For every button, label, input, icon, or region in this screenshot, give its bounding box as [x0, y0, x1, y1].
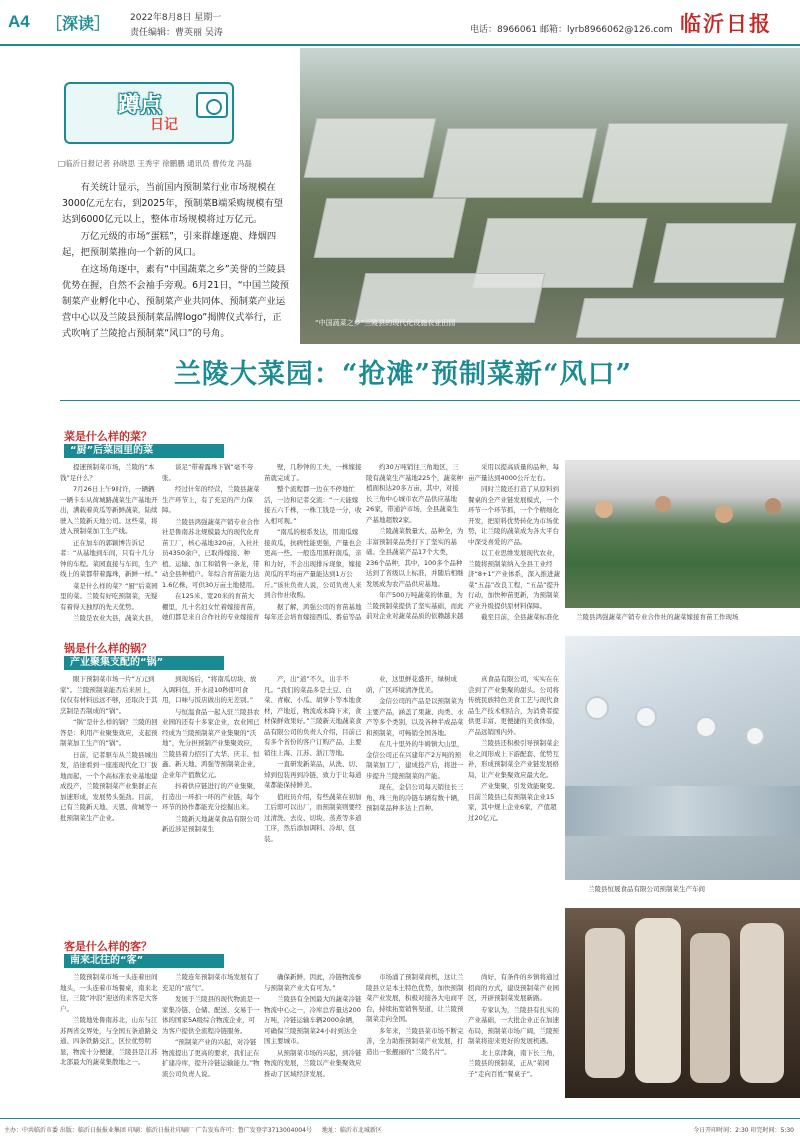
paragraph: 兰陵新天地蔬菜食品有限公司新近涉足预制菜生 [162, 814, 260, 833]
section-question: 锅是什么样的锅？ [64, 642, 152, 655]
headline: 兰陵大菜园：“抢滩”预制菜新“风口” [173, 359, 633, 390]
paragraph: 尚好，有条件的乡镇将通过招商的方式，建设预制菜产业园区，开辟预制菜发展新路。 [468, 973, 559, 1002]
text-column [366, 462, 464, 622]
paragraph: “锅”是什么样的锅？兰陵的回答是：利用产业聚集效应，支起预制菜加工生产的“锅”。 [60, 718, 158, 747]
paragraph: 金信公司的产品是以预制菜为主要产品，涵盖了果蔬、肉类、水产等多个类别，以及各种半成品菜和预制菜，可畅销全国各地。 [366, 697, 464, 737]
paragraph: 壁，几秒钟的工夫，一株嫁接苗就完成了。 [264, 463, 362, 482]
paragraph: 产业集聚，引发效能聚变。目前兰陵县已有预制菜企业15家，其中规上企业6家，产值超过20亿元。 [468, 782, 559, 822]
paragraph: 确保新鲜，因此，冷链物流参与预制菜产业大有可为。” [264, 973, 362, 992]
paragraph: 日前，记者驱车从兰陵县城出发，沿途看到一座座现代化工厂拔地而起，一个个高标准农业基地建成投产，兰陵预制菜产业集群正在加速形成，发展势头强劲。目前，已有兰陵新天地、天恩、荷城等一批预制菜生产企业。 [60, 750, 158, 822]
paragraph: 以工业思维发展现代农业，兰陵将预制菜纳入全县工业经济“8+1”产业体系，深入推进蔬菜“五品”改良工程，“五品”提升行动，加快种苗更新，为预制菜产业升级提供原材料保障。 [468, 549, 560, 610]
meat-processing-photo [565, 908, 800, 1098]
text-column [468, 674, 562, 932]
paragraph: 7月26日上午9时许，一辆辆一辆卡车从荷城路蔬菜生产基地开出，满载着黄瓜等新鲜蔬菜，陆续驶入兰陵新天地公司。这些菜，将进入预制菜加工生产线。 [60, 485, 158, 535]
section-subheading: “厨”后菜园里的菜 [64, 444, 224, 458]
text-column [162, 674, 260, 932]
paragraph: 值班员介绍，有些蔬菜在初加工后即可以出厂，而预制菜则要经过清洗、去皮、切块、蒸煮等多道工序，然后添加调料、冷却、包装。 [264, 792, 362, 843]
page-footer [0, 1118, 800, 1143]
paragraph: 正在加车的郭颖博告诉记者：“从基地到车间，只有十几分钟的车程。菜园直接与车间，生产线上的菜都带着露珠，新鲜一样。” [60, 538, 158, 578]
paragraph: 专家认为，兰陵县有扎实的产业基础，一大批企业正在加速布局，预制菜市场广阔，兰陵预制菜将迎来更好的发展机遇。 [468, 1005, 559, 1045]
contact-line: 电话：8966061 邮箱：lyrb8966062@126.com [470, 25, 673, 35]
top-photo-caption: “中国蔬菜之乡”兰陵县的现代化设施农业田园 [315, 319, 456, 327]
seedling-workers-photo [565, 460, 800, 608]
paragraph: 在几十里外的牛姆镇大山里，金信公司正在兴建年产2万吨的预制菜加工厂，建成投产后，将进一步提升兰陵预制菜的产能。 [366, 740, 464, 780]
production-workshop-photo [565, 636, 800, 880]
text-column [162, 972, 260, 1112]
paragraph: 菜是什么样的菜？“厨”后菜园里的菜。兰陵有好吃预制菜，无疑有着得天独厚的先天优势。 [60, 581, 158, 611]
divider [60, 400, 800, 401]
text-column [60, 972, 158, 1112]
camera-icon [196, 92, 228, 118]
text-column [264, 674, 362, 932]
paragraph: 约30万吨销往三角地区，三陵有蔬菜生产基地225个，蔬菜种植面积达20多万亩，其中，对接长三角中心城市农产品供应基地26家，带通沪市场，全县蔬菜生产基地超数2家。 [366, 463, 463, 524]
paragraph: 截至目前，全县蔬菜标准化 [481, 613, 559, 621]
greenhouse-aerial-photo [300, 48, 800, 344]
section-subheading: 产业聚集支配的“锅” [64, 656, 224, 670]
paragraph: 北上京津冀，南下长三角，兰陵县的预制菜，正从“菜园子”走向百姓“餐桌子”。 [468, 1048, 559, 1078]
paragraph: 真食品有限公司，实实在在尝到了产业集聚的甜头。公司将传统民族特色美食工艺与现代食品生产技术相结合，为消费者提供更丰富、更便捷的美食体验，产品远销国内外。 [468, 675, 559, 736]
section-question: 菜是什么样的菜？ [64, 430, 152, 443]
paragraph: 同时兰陵还打造了从原料到餐桌的全产业链发展模式，一个环节一个环节抓，一个个精细化开发，把原料优势转化为市场优势，让兰陵的蔬菜成为各大平台中深受喜爱的产品。 [468, 485, 559, 546]
photo-caption: 兰陵县恒晟食品有限公司预制菜生产车间 [588, 885, 705, 893]
paragraph: 多年来，兰陵县菜市场不断完善，全力助推预制菜产业发展，打造出一张靓丽的“兰陵名片”。 [366, 1026, 464, 1056]
paragraph: 从预制菜市场的兴起，到冷链物流的发展，兰陵以产业集聚效应推动了区域经济发展。 [264, 1048, 362, 1078]
photo-caption: 兰陵县恒晟食品有限公司预制菜生产车间 [580, 1103, 697, 1111]
section-name: ［深读］ [46, 14, 111, 33]
text-column [60, 674, 158, 932]
paragraph: 兰陵连年预制菜市场发展有了充足的“底气”。 [162, 973, 260, 992]
text-column [468, 972, 562, 1112]
issue-date: 2022年8月8日 星期一 [130, 13, 222, 23]
paragraph: 兰陵县有全国最大的蔬菜冷链物流中心之一，冷库总容量达200万吨，冷链运输车辆2000余辆，可确保兰陵预制菜24小时到达全国主要城市。 [264, 995, 362, 1045]
section-question: 客是什么样的客？ [64, 940, 152, 953]
paragraph: “南瓜的根系发达，用南瓜嫁接黄瓜，抗病性能更强，产量也会更高一些。一般选用黑籽南瓜，亲和力好，不会出现排斥现象，嫁接黄瓜的平均亩产量能达到1万公斤。”该社负责人说，公司负责人来到合作社收购。 [264, 528, 362, 599]
intro-paragraph: 有关统计显示，当前国内预制菜行业市场规模在3000亿元左右，到2025年，预制菜B端采购规模有望达到6000亿元以上，整体市场规模将过万亿元。 [62, 182, 284, 225]
paragraph: 市场涌了预制菜商机，这让兰陵县立足本土特色优势，加快预制菜产业发展，积极对接各大电商平台，持续拓宽销售渠道，让兰陵预制菜走向全国。 [366, 973, 464, 1023]
paragraph: 现在，金信公司每天销往长三角、珠三角的冷链车辆有数十辆，预制菜品种多达上百种。 [366, 783, 464, 812]
column-logo-main: 蹲点 [118, 93, 163, 118]
paragraph: 发展于兰陵县的现代物流是一家集冷链、仓储、配送、交易于一体的国家5A级综合物流企业，可为客户提供全流程冷链服务。 [162, 995, 260, 1035]
paragraph: 整个流程都一边在不停地忙活，一边和记者交流：“一天能嫁接五六千株，一株工钱是一分，收入相可观。” [264, 485, 362, 525]
text-column [366, 972, 464, 1112]
text-column [468, 462, 562, 622]
footer-publisher: 主办：中共临沂市委 出版：临沂日报报业集团 印刷：临沂日报社印刷厂 广告发布许可：鲁广发登字3713004004号 [4, 1127, 312, 1134]
paragraph: 兰陵县还积极引导预制菜企业之间形成上下游配套、优势互补，形成预制菜全产业链发展格局，让产业集聚效应最大化。 [468, 739, 559, 779]
paragraph: 兰陵是农业大县，蔬菜大县， [73, 614, 158, 622]
paragraph: 兰陵地处鲁南苏北，山东与江苏两省交界处，与全国五条道路交通、四条铁路交汇，区位优势明显，物流十分便捷，兰陵县是江苏北部最大的蔬菜集散地之一。 [60, 1016, 158, 1066]
paragraph: 年产500万吨蔬菜的体量，为兰陵预制菜提供了坚实基础，而此前对企业对蔬菜品质的依赖越来越 [366, 591, 464, 620]
paragraph: 一直研发新菜品，从洗、切、焯到包装再到冷链，致力于让每道菜都能保持鲜美。 [264, 760, 362, 789]
paragraph: 在125米、宽20米的育苗大棚里，几十名妇女忙着嫁接育苗，她们都是来自合作社的专业嫁接育 [162, 592, 260, 621]
intro-paragraph: 在这场角逐中，素有“中国蔬菜之乡”美誉的兰陵县优势在握，自然不会袖手旁观。6月21日，“中国兰陵预制菜产业孵化中心、预制菜产业共同体、预制菜产业运营中心以及兰陵县预制菜品牌logo”揭牌仪式举行，正式吹响了兰陵抢占预制菜“风口”的号角。 [62, 264, 290, 339]
intro-paragraph: 万亿元级的市场“蛋糕”，引来群雄逐鹿、烽烟四起，把预制菜推向一个新的风口。 [62, 231, 277, 258]
paragraph: 产，出“道”不久，出手不凡。“我们的菜品多是土豆、白菜、青椒、小瓜、胡萝卜等本地食材，产地近，物流成本降下来，食材保鲜效果好。”兰陵新天地蔬菜食品有限公司的负责人介绍，目前已有多个省份的客户订购产品，主要销往上海、江苏、浙江等地。 [264, 675, 362, 757]
byline: □临沂日报记者 孙晓思 王秀宇 徐鹏鹏 通讯员 曹传龙 冯磊 [58, 159, 252, 168]
paragraph: 采用以提高质量的品种，每亩产量达到4000公斤左右。 [468, 463, 559, 482]
paragraph: 眼下预制菜市场一片“万元到家”。兰陵预制菜能否后来居上，仅仅有材料远远不够，还取决于其烹制是否制成的“锅”。 [60, 675, 158, 715]
footer-print-time: 今日开印时间：2:30 印完时间：5:30 [693, 1127, 794, 1134]
editor-line: 责任编辑：曹英丽 吴涛 [130, 28, 223, 38]
intro-text [62, 180, 290, 343]
paragraph: “预制菜产业的兴起，对冷链物流提出了更高的要求，我们正在扩建冷库，提升冷链运输能力。”物流公司负责人说。 [162, 1038, 260, 1078]
paragraph: 据了解，鸿强公司的育苗基地每年还会培育嫁接西瓜、番茄等品 [264, 602, 362, 621]
text-column [264, 462, 362, 622]
newspaper-logo: 临沂日报 [680, 11, 772, 36]
paragraph: 谈足“带着露珠下锅”毫不夸张。 [162, 463, 254, 482]
paragraph: 业，这里鲜花盛开，绿树成荫，广区环境清净优美。 [366, 675, 457, 694]
footer-address: 地址：临沂市北城新区 [321, 1127, 382, 1134]
paragraph: 提速预制菜市场，兰陵的“本钱”足什么？ [60, 463, 155, 482]
page-number: A4 [8, 12, 30, 31]
column-logo-sub: 日记 [150, 117, 178, 133]
paragraph: 经过什年的经营，兰陵县蔬菜生产环节上，有了充足的产力保障。 [162, 485, 260, 514]
photo-caption: 兰陵县鸿强蔬菜产销专业合作社的蔬菜嫁接育苗工作现场 [576, 613, 739, 621]
paragraph: 到现场后，“将南瓜切块、放入调料包，开水浸10秒即可食用，口味与饭店做出的无差别。” [162, 675, 257, 704]
paragraph: 兰陵县鸿强蔬菜产销专业合作社是鲁南苏北规模最大的现代化育苗工厂，核心基地320亩，入社社员4350余户，已取得嫁接、种植、运输、加工和销售一条龙，带动全县种植户。年综合育苗能力达1.6亿株，可供30万亩土地使用。 [162, 517, 260, 589]
paragraph: 抖着供应链进行的产业集聚，打造出一环扣一环的产业链，每个环节的协作都能充分挖掘出来。 [162, 782, 260, 811]
paragraph: 与恒温食品一起入驻兰陵县农业园的还有十多家企业，农业园已经成为兰陵预制菜产业集聚的“沃地”，先分担预制产业集聚效应，兰陵县着力招引了大华、庆丰、恒鑫、新天地、鸿强等预制菜企业，企业年产值数亿元。 [162, 707, 260, 779]
paragraph: 兰陵预制菜市场一头连着田间地头，一头连着市场餐桌，南来北往，三陵“冲浪”迎送的来客是大客户。 [60, 973, 158, 1013]
text-column [162, 462, 260, 622]
paragraph: 兰陵蔬菜数量大、品种全，为丰富预制菜品类打下了坚实的基础。全县蔬菜产品17个大类，236个品种，其中，100多个品种达到了省级以上标准，并随后相继发展成为农产品供应基地。 [366, 527, 464, 588]
section-subheading: 南来北往的“客” [64, 954, 224, 968]
text-column [60, 462, 158, 622]
text-column [366, 674, 464, 932]
text-column [264, 972, 362, 1112]
